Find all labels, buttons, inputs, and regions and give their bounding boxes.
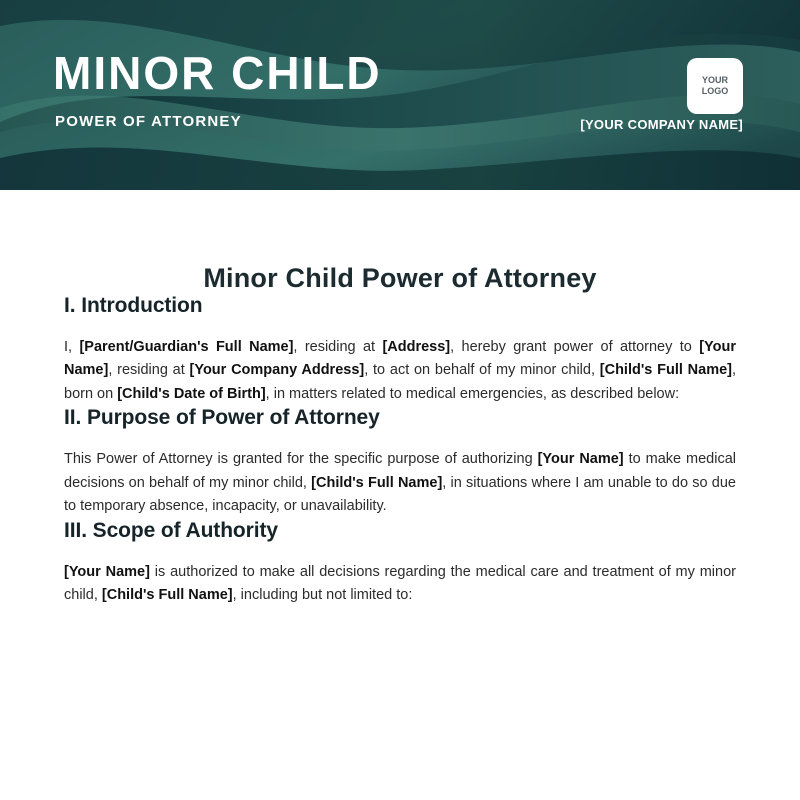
- section-paragraph-scope: [Your Name] is authorized to make all decisions regarding the medical care and treatment of my minor child, [Child's Full Name], including but not limited to:: [64, 563, 736, 604]
- header-banner: [0, 0, 800, 190]
- page-title: Minor Child Power of Attorney: [203, 263, 597, 293]
- section-heading-purpose: II. Purpose of Power of Attorney: [64, 406, 380, 430]
- section-heading-introduction: I. Introduction: [64, 294, 203, 317]
- logo-line-1: YOUR: [701, 74, 728, 85]
- banner-subtitle: POWER OF ATTORNEY: [55, 113, 242, 130]
- logo-placeholder: [687, 58, 743, 114]
- document-body: [0, 263, 800, 608]
- section-paragraph-introduction: I, [Parent/Guardian's Full Name], residing at [Address], hereby grant power of attorney to [Your Name], residing at [Your Company Address], to act on behalf of my minor child, [Child's Full Name], born on [Child's Date of Birth], in matters related to medical emergencies, as described below:: [64, 339, 737, 402]
- banner-title: MINOR CHILD: [53, 47, 382, 99]
- company-name: [YOUR COMPANY NAME]: [580, 117, 743, 132]
- section-heading-scope: III. Scope of Authority: [64, 518, 278, 542]
- section-paragraph-purpose: This Power of Attorney is granted for the specific purpose of authorizing [Your Name] to make medical decisions on behalf of my minor child, [Child's Full Name], in situations where I am unable to do so due to temporary absence, incapacity, or unavailability.: [64, 451, 736, 515]
- logo-line-2: LOGO: [701, 86, 729, 96]
